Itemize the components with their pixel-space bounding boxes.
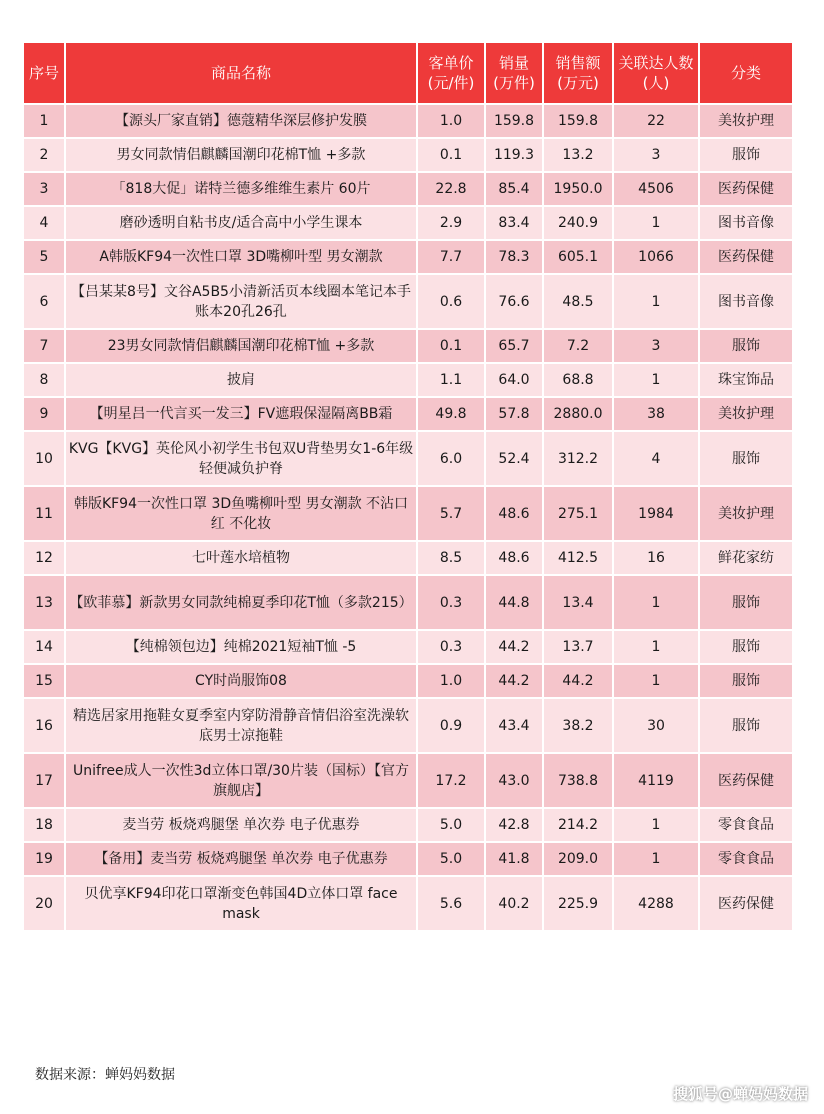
product-name-cell: 披肩 — [66, 364, 416, 396]
category-cell: 鲜花家纺 — [700, 542, 792, 574]
table-row — [24, 542, 792, 574]
unit-price-cell: 5.0 — [418, 843, 484, 875]
table-row — [24, 631, 792, 663]
sales-amount-cell: 68.8 — [544, 364, 612, 396]
unit-price-cell: 0.1 — [418, 330, 484, 362]
unit-price-cell: 1.0 — [418, 105, 484, 137]
category-cell: 美妆护理 — [700, 105, 792, 137]
row-index-cell: 15 — [24, 665, 64, 697]
influencer-count-cell: 4119 — [614, 754, 698, 807]
sales-volume-cell: 52.4 — [486, 432, 542, 485]
row-index-cell: 11 — [24, 487, 64, 540]
sales-amount-cell: 7.2 — [544, 330, 612, 362]
row-index-cell: 18 — [24, 809, 64, 841]
sales-amount-cell: 13.7 — [544, 631, 612, 663]
sales-volume-cell: 43.0 — [486, 754, 542, 807]
category-cell: 服饰 — [700, 631, 792, 663]
header-index: 序号 — [24, 43, 64, 103]
influencer-count-cell: 38 — [614, 398, 698, 430]
unit-price-cell: 5.6 — [418, 877, 484, 930]
sales-amount-cell: 38.2 — [544, 699, 612, 752]
sales-amount-cell: 225.9 — [544, 877, 612, 930]
sales-volume-cell: 65.7 — [486, 330, 542, 362]
unit-price-cell: 22.8 — [418, 173, 484, 205]
row-index-cell: 2 — [24, 139, 64, 171]
sales-volume-cell: 48.6 — [486, 542, 542, 574]
influencer-count-cell: 3 — [614, 330, 698, 362]
category-cell: 零食食品 — [700, 843, 792, 875]
header-sales-volume: 销量 (万件) — [486, 43, 542, 103]
category-cell: 服饰 — [700, 576, 792, 629]
product-name-cell: 「818大促」诺特兰德多维维生素片 60片 — [66, 173, 416, 205]
product-name-cell: Unifree成人一次性3d立体口罩/30片装（国标）【官方旗舰店】 — [66, 754, 416, 807]
row-index-cell: 13 — [24, 576, 64, 629]
product-name-cell: 【吕某某8号】文谷A5B5小清新活页本线圈本笔记本手账本20孔26孔 — [66, 275, 416, 328]
unit-price-cell: 7.7 — [418, 241, 484, 273]
header-unit-price: 客单价 (元/件) — [418, 43, 484, 103]
table-row — [24, 364, 792, 396]
sales-amount-cell: 1950.0 — [544, 173, 612, 205]
header-influencer-count: 关联达人数 (人) — [614, 43, 698, 103]
table-row — [24, 754, 792, 807]
category-cell: 珠宝饰品 — [700, 364, 792, 396]
unit-price-cell: 1.0 — [418, 665, 484, 697]
influencer-count-cell: 4 — [614, 432, 698, 485]
sales-amount-cell: 13.4 — [544, 576, 612, 629]
category-cell: 医药保健 — [700, 754, 792, 807]
sales-volume-cell: 76.6 — [486, 275, 542, 328]
category-cell: 服饰 — [700, 699, 792, 752]
influencer-count-cell: 22 — [614, 105, 698, 137]
category-cell: 美妆护理 — [700, 487, 792, 540]
table-row — [24, 275, 792, 328]
header-product-name: 商品名称 — [66, 43, 416, 103]
sales-amount-cell: 214.2 — [544, 809, 612, 841]
sales-amount-cell: 48.5 — [544, 275, 612, 328]
sales-amount-cell: 209.0 — [544, 843, 612, 875]
row-index-cell: 19 — [24, 843, 64, 875]
ranking-table — [22, 41, 794, 932]
table-body — [24, 105, 792, 930]
row-index-cell: 20 — [24, 877, 64, 930]
influencer-count-cell: 1 — [614, 665, 698, 697]
influencer-count-cell: 30 — [614, 699, 698, 752]
row-index-cell: 7 — [24, 330, 64, 362]
table-row — [24, 432, 792, 485]
row-index-cell: 5 — [24, 241, 64, 273]
row-index-cell: 4 — [24, 207, 64, 239]
product-name-cell: 精选居家用拖鞋女夏季室内穿防滑静音情侣浴室洗澡软底男士凉拖鞋 — [66, 699, 416, 752]
sales-amount-cell: 412.5 — [544, 542, 612, 574]
unit-price-cell: 2.9 — [418, 207, 484, 239]
row-index-cell: 10 — [24, 432, 64, 485]
influencer-count-cell: 1 — [614, 576, 698, 629]
unit-price-cell: 0.9 — [418, 699, 484, 752]
category-cell: 服饰 — [700, 330, 792, 362]
unit-price-cell: 0.6 — [418, 275, 484, 328]
row-index-cell: 16 — [24, 699, 64, 752]
category-cell: 零食食品 — [700, 809, 792, 841]
sales-volume-cell: 159.8 — [486, 105, 542, 137]
row-index-cell: 1 — [24, 105, 64, 137]
influencer-count-cell: 1 — [614, 364, 698, 396]
product-name-cell: CY时尚服饰08 — [66, 665, 416, 697]
category-cell: 医药保健 — [700, 173, 792, 205]
sales-volume-cell: 44.2 — [486, 631, 542, 663]
sales-volume-cell: 44.2 — [486, 665, 542, 697]
table-row — [24, 809, 792, 841]
unit-price-cell: 0.3 — [418, 631, 484, 663]
row-index-cell: 14 — [24, 631, 64, 663]
product-name-cell: KVG【KVG】英伦风小初学生书包双U背垫男女1-6年级 轻便减负护脊 — [66, 432, 416, 485]
category-cell: 医药保健 — [700, 241, 792, 273]
sales-amount-cell: 2880.0 — [544, 398, 612, 430]
product-name-cell: 麦当劳 板烧鸡腿堡 单次券 电子优惠券 — [66, 809, 416, 841]
table-row — [24, 241, 792, 273]
influencer-count-cell: 4288 — [614, 877, 698, 930]
category-cell: 图书音像 — [700, 275, 792, 328]
influencer-count-cell: 1 — [614, 809, 698, 841]
header-sales-amount: 销售额 (万元) — [544, 43, 612, 103]
table-row — [24, 843, 792, 875]
sales-volume-cell: 64.0 — [486, 364, 542, 396]
sales-volume-cell: 83.4 — [486, 207, 542, 239]
unit-price-cell: 5.7 — [418, 487, 484, 540]
table-row — [24, 139, 792, 171]
product-name-cell: A韩版KF94一次性口罩 3D嘴柳叶型 男女潮款 — [66, 241, 416, 273]
table-row — [24, 487, 792, 540]
table-header-row — [24, 43, 792, 103]
category-cell: 服饰 — [700, 665, 792, 697]
unit-price-cell: 0.3 — [418, 576, 484, 629]
sales-volume-cell: 85.4 — [486, 173, 542, 205]
table-row — [24, 330, 792, 362]
sales-amount-cell: 738.8 — [544, 754, 612, 807]
table-row — [24, 398, 792, 430]
influencer-count-cell: 3 — [614, 139, 698, 171]
sales-volume-cell: 57.8 — [486, 398, 542, 430]
row-index-cell: 17 — [24, 754, 64, 807]
product-name-cell: 【欧菲慕】新款男女同款纯棉夏季印花T恤（多款215） — [66, 576, 416, 629]
unit-price-cell: 6.0 — [418, 432, 484, 485]
unit-price-cell: 1.1 — [418, 364, 484, 396]
row-index-cell: 12 — [24, 542, 64, 574]
row-index-cell: 8 — [24, 364, 64, 396]
influencer-count-cell: 1066 — [614, 241, 698, 273]
product-name-cell: 【备用】麦当劳 板烧鸡腿堡 单次券 电子优惠券 — [66, 843, 416, 875]
sales-amount-cell: 605.1 — [544, 241, 612, 273]
product-name-cell: 男女同款情侣麒麟国潮印花棉T恤 +多款 — [66, 139, 416, 171]
sales-volume-cell: 40.2 — [486, 877, 542, 930]
sales-volume-cell: 78.3 — [486, 241, 542, 273]
table-row — [24, 105, 792, 137]
product-name-cell: 贝优享KF94印花口罩渐变色韩国4D立体口罩 face mask — [66, 877, 416, 930]
table-row — [24, 877, 792, 930]
influencer-count-cell: 1 — [614, 207, 698, 239]
data-source-note: 数据来源：蝉妈妈数据 — [35, 1067, 175, 1083]
product-name-cell: 【源头厂家直销】德蔻精华深层修护发膜 — [66, 105, 416, 137]
influencer-count-cell: 4506 — [614, 173, 698, 205]
sales-volume-cell: 44.8 — [486, 576, 542, 629]
table-row — [24, 173, 792, 205]
influencer-count-cell: 1984 — [614, 487, 698, 540]
product-name-cell: 【明星吕一代言买一发三】FV遮瑕保湿隔离BB霜 — [66, 398, 416, 430]
category-cell: 服饰 — [700, 432, 792, 485]
table-row — [24, 699, 792, 752]
row-index-cell: 3 — [24, 173, 64, 205]
sales-volume-cell: 43.4 — [486, 699, 542, 752]
sales-amount-cell: 159.8 — [544, 105, 612, 137]
sales-amount-cell: 312.2 — [544, 432, 612, 485]
product-name-cell: 七叶莲水培植物 — [66, 542, 416, 574]
category-cell: 医药保健 — [700, 877, 792, 930]
unit-price-cell: 17.2 — [418, 754, 484, 807]
product-name-cell: 23男女同款情侣麒麟国潮印花棉T恤 +多款 — [66, 330, 416, 362]
unit-price-cell: 0.1 — [418, 139, 484, 171]
sales-volume-cell: 41.8 — [486, 843, 542, 875]
sales-volume-cell: 48.6 — [486, 487, 542, 540]
influencer-count-cell: 1 — [614, 631, 698, 663]
unit-price-cell: 5.0 — [418, 809, 484, 841]
table-row — [24, 576, 792, 629]
row-index-cell: 9 — [24, 398, 64, 430]
table-row — [24, 207, 792, 239]
product-name-cell: 【纯棉领包边】纯棉2021短袖T恤 -5 — [66, 631, 416, 663]
sales-amount-cell: 44.2 — [544, 665, 612, 697]
unit-price-cell: 49.8 — [418, 398, 484, 430]
influencer-count-cell: 1 — [614, 843, 698, 875]
category-cell: 图书音像 — [700, 207, 792, 239]
row-index-cell: 6 — [24, 275, 64, 328]
table-row — [24, 665, 792, 697]
category-cell: 服饰 — [700, 139, 792, 171]
influencer-count-cell: 16 — [614, 542, 698, 574]
sales-amount-cell: 240.9 — [544, 207, 612, 239]
sales-volume-cell: 42.8 — [486, 809, 542, 841]
sales-amount-cell: 275.1 — [544, 487, 612, 540]
category-cell: 美妆护理 — [700, 398, 792, 430]
sales-amount-cell: 13.2 — [544, 139, 612, 171]
influencer-count-cell: 1 — [614, 275, 698, 328]
unit-price-cell: 8.5 — [418, 542, 484, 574]
ranking-table-container — [22, 41, 794, 932]
product-name-cell: 韩版KF94一次性口罩 3D鱼嘴柳叶型 男女潮款 不沾口红 不化妆 — [66, 487, 416, 540]
watermark: 搜狐号@蝉妈妈数据 — [672, 1085, 808, 1103]
sales-volume-cell: 119.3 — [486, 139, 542, 171]
header-category: 分类 — [700, 43, 792, 103]
product-name-cell: 磨砂透明自粘书皮/适合高中小学生课本 — [66, 207, 416, 239]
